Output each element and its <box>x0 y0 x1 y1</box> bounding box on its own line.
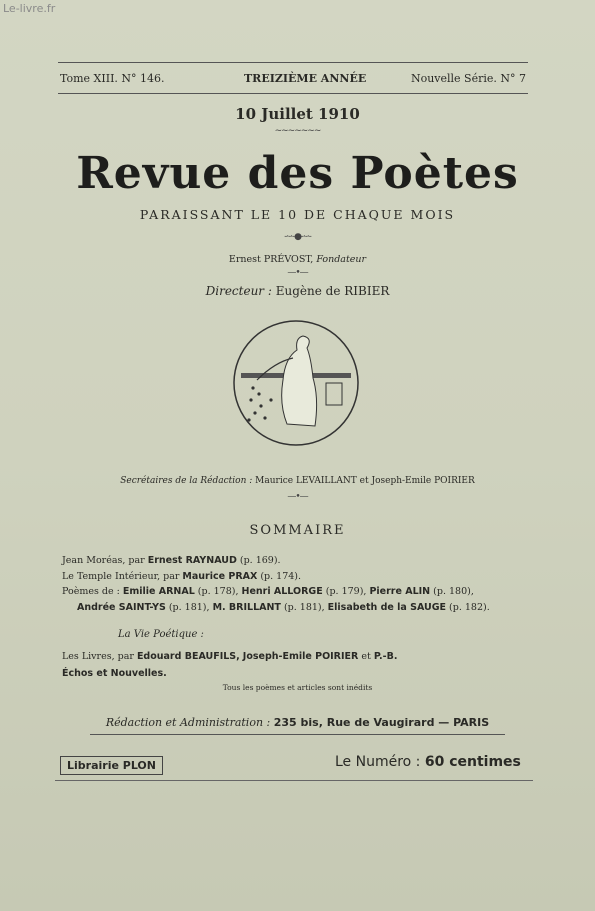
divider-line <box>55 780 533 781</box>
issue-header-bar <box>58 62 528 94</box>
divider-line <box>90 734 505 735</box>
site-watermark: Le-livre.fr <box>3 2 56 15</box>
founder-role: Fondateur <box>316 254 367 265</box>
price-line <box>335 754 521 770</box>
ornament-divider: —•— <box>287 492 308 502</box>
unpublished-note: Tous les poèmes et articles sont inédits <box>222 683 373 692</box>
contents-heading: SOMMAIRE <box>249 523 346 538</box>
table-of-contents <box>62 553 542 615</box>
ornament-divider: ~~~~~~~ <box>274 126 321 136</box>
toc-author: Maurice PRAX <box>182 570 258 582</box>
secretary-1: Maurice LEVAILLANT <box>255 476 357 486</box>
founder-name: Ernest PRÉVOST, <box>228 254 314 265</box>
tome-number: Tome XIII. N° 146. <box>60 72 165 85</box>
publisher-box: Librairie PLON <box>60 756 163 775</box>
ornament-divider: -·-·-●-·-·- <box>284 232 311 242</box>
series-number: Nouvelle Série. N° 7 <box>410 72 526 85</box>
address-value: 235 bis, Rue de Vaugirard — PARIS <box>273 716 490 729</box>
address-label: Rédaction et Administration : <box>105 716 271 729</box>
toc-item: Jean Moréas, par Ernest RAYNAUD (p. 169). <box>62 555 281 566</box>
toc-author: Ernest RAYNAUD <box>147 555 237 566</box>
price-label: Le Numéro : <box>335 754 421 770</box>
muse-emblem-illustration <box>231 318 361 448</box>
editorial-address <box>0 716 595 729</box>
director-name: Eugène de RIBIER <box>275 284 390 298</box>
toc-item-poems: Poèmes de : Emilie ARNAL (p. 178), Henri ALLORGE (p. 179), Pierre ALIN (p. 180), <box>62 586 474 597</box>
magazine-title: Revue des Poètes <box>76 148 519 199</box>
secretaries-and: et <box>359 476 369 486</box>
echos-line: Échos et Nouvelles. <box>62 668 167 679</box>
magazine-subtitle: PARAISSANT LE 10 DE CHAQUE MOIS <box>139 207 456 222</box>
livres-section <box>62 648 542 682</box>
ornament-divider: —•— <box>287 268 308 278</box>
toc-item: Le Temple Intérieur, par Maurice PRAX (p. 174). <box>62 570 302 582</box>
secretaries-line <box>0 476 595 486</box>
livres-line: Les Livres, par Edouard BEAUFILS, Joseph-Emile POIRIER et P.-B. <box>62 651 398 662</box>
founder-line <box>0 254 595 265</box>
vie-poetique-heading: La Vie Poétique : <box>118 629 204 640</box>
director-label: Directeur : <box>205 284 272 298</box>
issue-date: 10 Juillet 1910 <box>235 105 360 123</box>
secretaries-label: Secrétaires de la Rédaction : <box>120 476 253 486</box>
director-line <box>0 284 595 298</box>
secretary-2: Joseph-Emile POIRIER <box>371 476 475 486</box>
year-label: TREIZIÈME ANNÉE <box>244 72 367 85</box>
toc-item-poems-cont: Andrée SAINT-YS (p. 181), M. BRILLANT (p. 181), Elisabeth de la SAUGE (p. 182). <box>77 601 490 613</box>
price-value: 60 centimes <box>424 754 521 770</box>
